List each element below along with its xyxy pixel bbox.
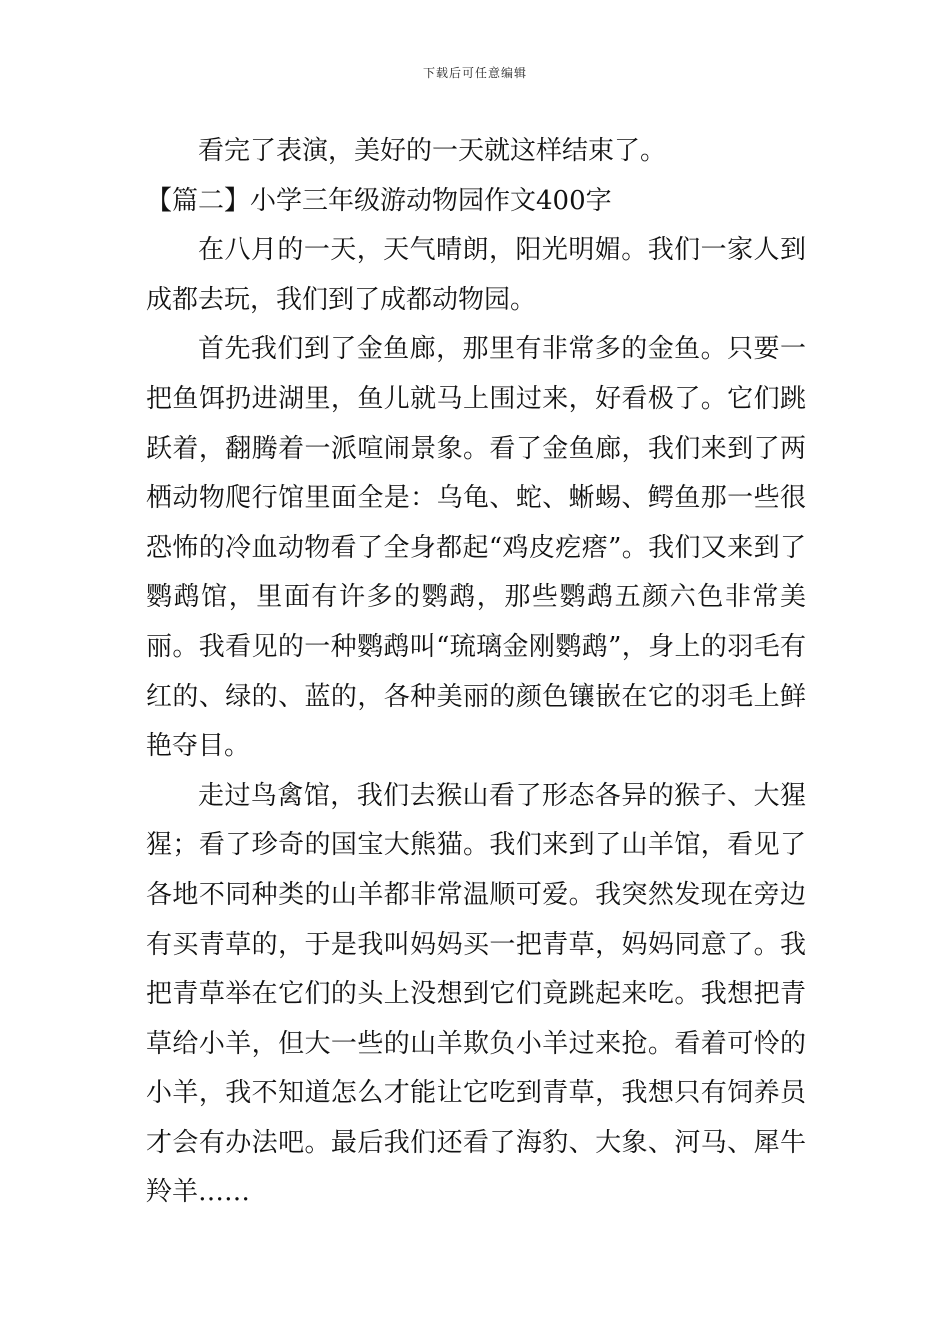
paragraph-goats: 走过鸟禽馆，我们去猴山看了形态各异的猴子、大猩猩；看了珍奇的国宝大熊猫。我们来到了山羊馆，看见了各地不同种类的山羊都非常温顺可爱。我突然发现在旁边有买青草的，于是我叫妈妈买一把青草，妈妈同意了。我把青草举在它们的头上没想到它们竟跳起来吃。我想把青草给小羊，但大一些的山羊欺负小羊过来抢。看着可怜的小羊，我不知道怎么才能让它吃到青草，我想只有饲养员才会有办法吧。最后我们还看了海豹、大象、河马、犀牛羚羊…… (146, 780, 806, 1208)
paragraph-intro: 在八月的一天，天气晴朗，阳光明媚。我们一家人到成都去玩，我们到了成都动物园。 (146, 235, 806, 315)
document-body (146, 127, 806, 1218)
section-heading: 【篇二】小学三年级游动物园作文400字 (146, 185, 612, 216)
page-header: 下载后可任意编辑 (422, 66, 527, 80)
paragraph-goldfish: 首先我们到了金鱼廊，那里有非常多的金鱼。只要一把鱼饵扔进湖里，鱼儿就马上围过来，好看极了。它们跳跃着，翻腾着一派喧闹景象。看了金鱼廊，我们来到了两栖动物爬行馆里面全是：乌龟、蛇、蜥蜴、鳄鱼那一些很恐怖的冷血动物看了全身都起“鸡皮疙瘩”。我们又来到了鹦鹉馆，里面有许多的鹦鹉，那些鹦鹉五颜六色非常美丽。我看见的一种鹦鹉叫“琉璃金刚鹦鹉”，身上的羽毛有红的、绿的、蓝的，各种美丽的颜色镶嵌在它的羽毛上鲜艳夺目。 (146, 334, 806, 762)
paragraph-closing: 看完了表演，美好的一天就这样结束了。 (198, 136, 667, 166)
